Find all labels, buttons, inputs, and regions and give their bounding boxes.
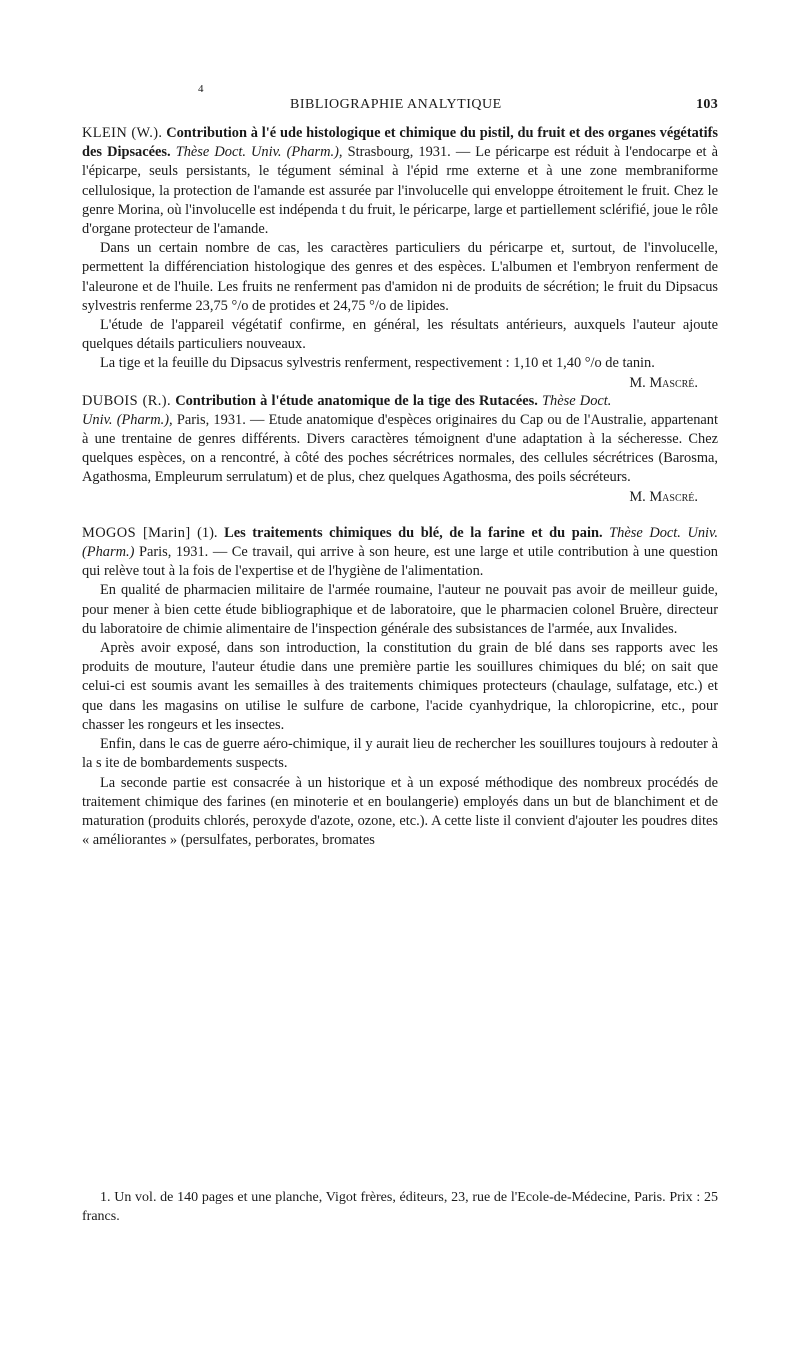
entry-paragraph: — Le péricarpe est réduit à l'endocarpe et à l'épicarpe, seuls persistants, le tégument séminal à l'épid rme externe et à une zone membraniforme cellulosique, la protection de l'amande est assurée par l'involucelle qui enveloppe étroitement le fruit. Chez le genre Morina, où l'involucelle est indépenda t du fruit, le péricarpe, large et partiellement sclérifié, joue le rôle d'organe protecteur de l'amande. <box>82 144 718 238</box>
entry-place-year: Strasbourg, 1931. <box>347 144 451 161</box>
footnote-reference[interactable]: (1). <box>197 524 218 541</box>
entry-title: Contribution à l'étude anatomique de la tige des Rutacées. <box>175 392 538 409</box>
bibliography-entry-dubois <box>82 392 718 507</box>
entry-heading <box>82 124 718 239</box>
entry-thesis: Thèse Doct. Univ. (Pharm.), <box>82 392 612 428</box>
entry-title: Les traitements chimiques du blé, de la farine et du pain. <box>224 524 603 541</box>
entry-paragraph-text: La tige et la feuille du Dipsacus sylvestris renferment, respectivement : 1,10 et 1,40 °/o de tanin. <box>100 355 655 372</box>
footnote <box>82 1188 718 1226</box>
page-number: 103 <box>696 97 718 112</box>
running-title: BIBLIOGRAPHIE ANALYTIQUE <box>290 97 502 112</box>
page-header <box>82 83 718 117</box>
entry-heading <box>82 392 718 488</box>
entry-paragraph: Enfin, dans le cas de guerre aéro-chimique, il y aurait lieu de rechercher les souillures toujours à redouter à la s ite de bombardements suspects. <box>82 736 718 772</box>
bibliography-entry-klein <box>82 124 718 391</box>
entry-paragraph-last <box>82 354 718 391</box>
footnote-text: 1. Un vol. de 140 pages et une planche, Vigot frères, éditeurs, 23, rue de l'Ecole-de-Médecine, Paris. Prix : 25 francs. <box>82 1190 718 1224</box>
bibliography-entry-mogos <box>82 524 718 850</box>
entry-paragraph: Après avoir exposé, dans son introduction, la constitution du grain de blé dans ses rapports avec les produits de mouture, l'auteur étudie dans une première partie les souillures chimiques du blé; on sait que celui-ci est soumis avant les semailles à des traitements chimiques protecteurs (chaulage, sulfatage, etc.) et que dans les magasins on utilise le sulfure de carbone, l'acide cyanhydrique, la chloropicrine, etc., pour chasser les rongeurs et les insectes. <box>82 640 718 733</box>
entry-paragraph: La seconde partie est consacrée à un historique et à un exposé méthodique des nombreux procédés de traitement chimique des farines (en minoterie et en boulangerie) employés dans un but de blanchiment et de maturation (produits chlorés, peroxyde d'azote, ozone, etc.). A cette liste il convient d'ajouter les poudres dites « améliorantes » (persulfates, perborates, bromates <box>82 774 718 849</box>
entry-signature: M. Mascré. <box>629 488 698 505</box>
entry-paragraph: — Etude anatomique d'espèces originaires du Cap ou de l'Australie, appartenant à une trentaine de genres différents. Divers caractères témoignent d'une adaptation à la sécheresse. Chez quelques espèces, on a rencontré, à côté des poches sécrétrices normales, des cellules sécrétrices (Barosma, Agathosma, Empleurum serrulatum) et de plus, chez quelques Agathosma, des poils sécréteurs. <box>82 411 718 486</box>
main-content <box>82 124 718 850</box>
entry-thesis: Thèse Doct. Univ. (Pharm.), <box>175 144 343 161</box>
entry-place-year: Paris, 1931. <box>176 411 246 428</box>
entry-author: DUBOIS (R.). <box>82 392 171 409</box>
entry-author: KLEIN (W.). <box>82 125 163 141</box>
header-mark: 4 <box>198 83 204 95</box>
entry-title: Contribution à l'é ude histologique et chimique du pistil, du fruit et des organes végétatifs des Dipsacées. <box>82 125 718 161</box>
entry-paragraph: L'étude de l'appareil végétatif confirme, en général, les résultats antérieurs, auxquels l'auteur ajoute quelques détails particuliers nouveaux. <box>82 317 718 353</box>
entry-signature: M. Mascré. <box>629 374 698 391</box>
entry-thesis: Thèse Doct. Univ. (Pharm.) <box>82 524 718 561</box>
entry-paragraph: — Ce travail, qui arrive à son heure, est une large et utile contribution à une question qui relève tout à la fois de l'expertise et de l'hygiène de l'alimentation. <box>82 544 718 580</box>
entry-author: MOGOS [Marin] <box>82 524 191 541</box>
entry-heading <box>82 524 718 582</box>
entry-paragraph: En qualité de pharmacien militaire de l'armée roumaine, l'auteur ne pouvait pas avoir de meilleur guide, pour mener à bien cette étude bibliographique et de laboratoire, que le pharmacien colonel Bruère, directeur du laboratoire de chimie alimentaire de l'inspection générale des subsistances de l'armée, aux Invalides. <box>82 582 718 637</box>
entry-place-year: Paris, 1931. <box>138 544 209 561</box>
entry-paragraph: Dans un certain nombre de cas, les caractères particuliers du péricarpe et, surtout, de l'involucelle, permettent la différenciation histologique des genres et des espèces. L'albumen et l'embryon renferment de l'aleurone et de l'huile. Les fruits ne renferment pas d'amidon ni de produits de sécrétion; le fruit du Dipsacus sylvestris renferme 23,75 °/o de protides et 24,75 °/o de lipides. <box>82 240 718 314</box>
